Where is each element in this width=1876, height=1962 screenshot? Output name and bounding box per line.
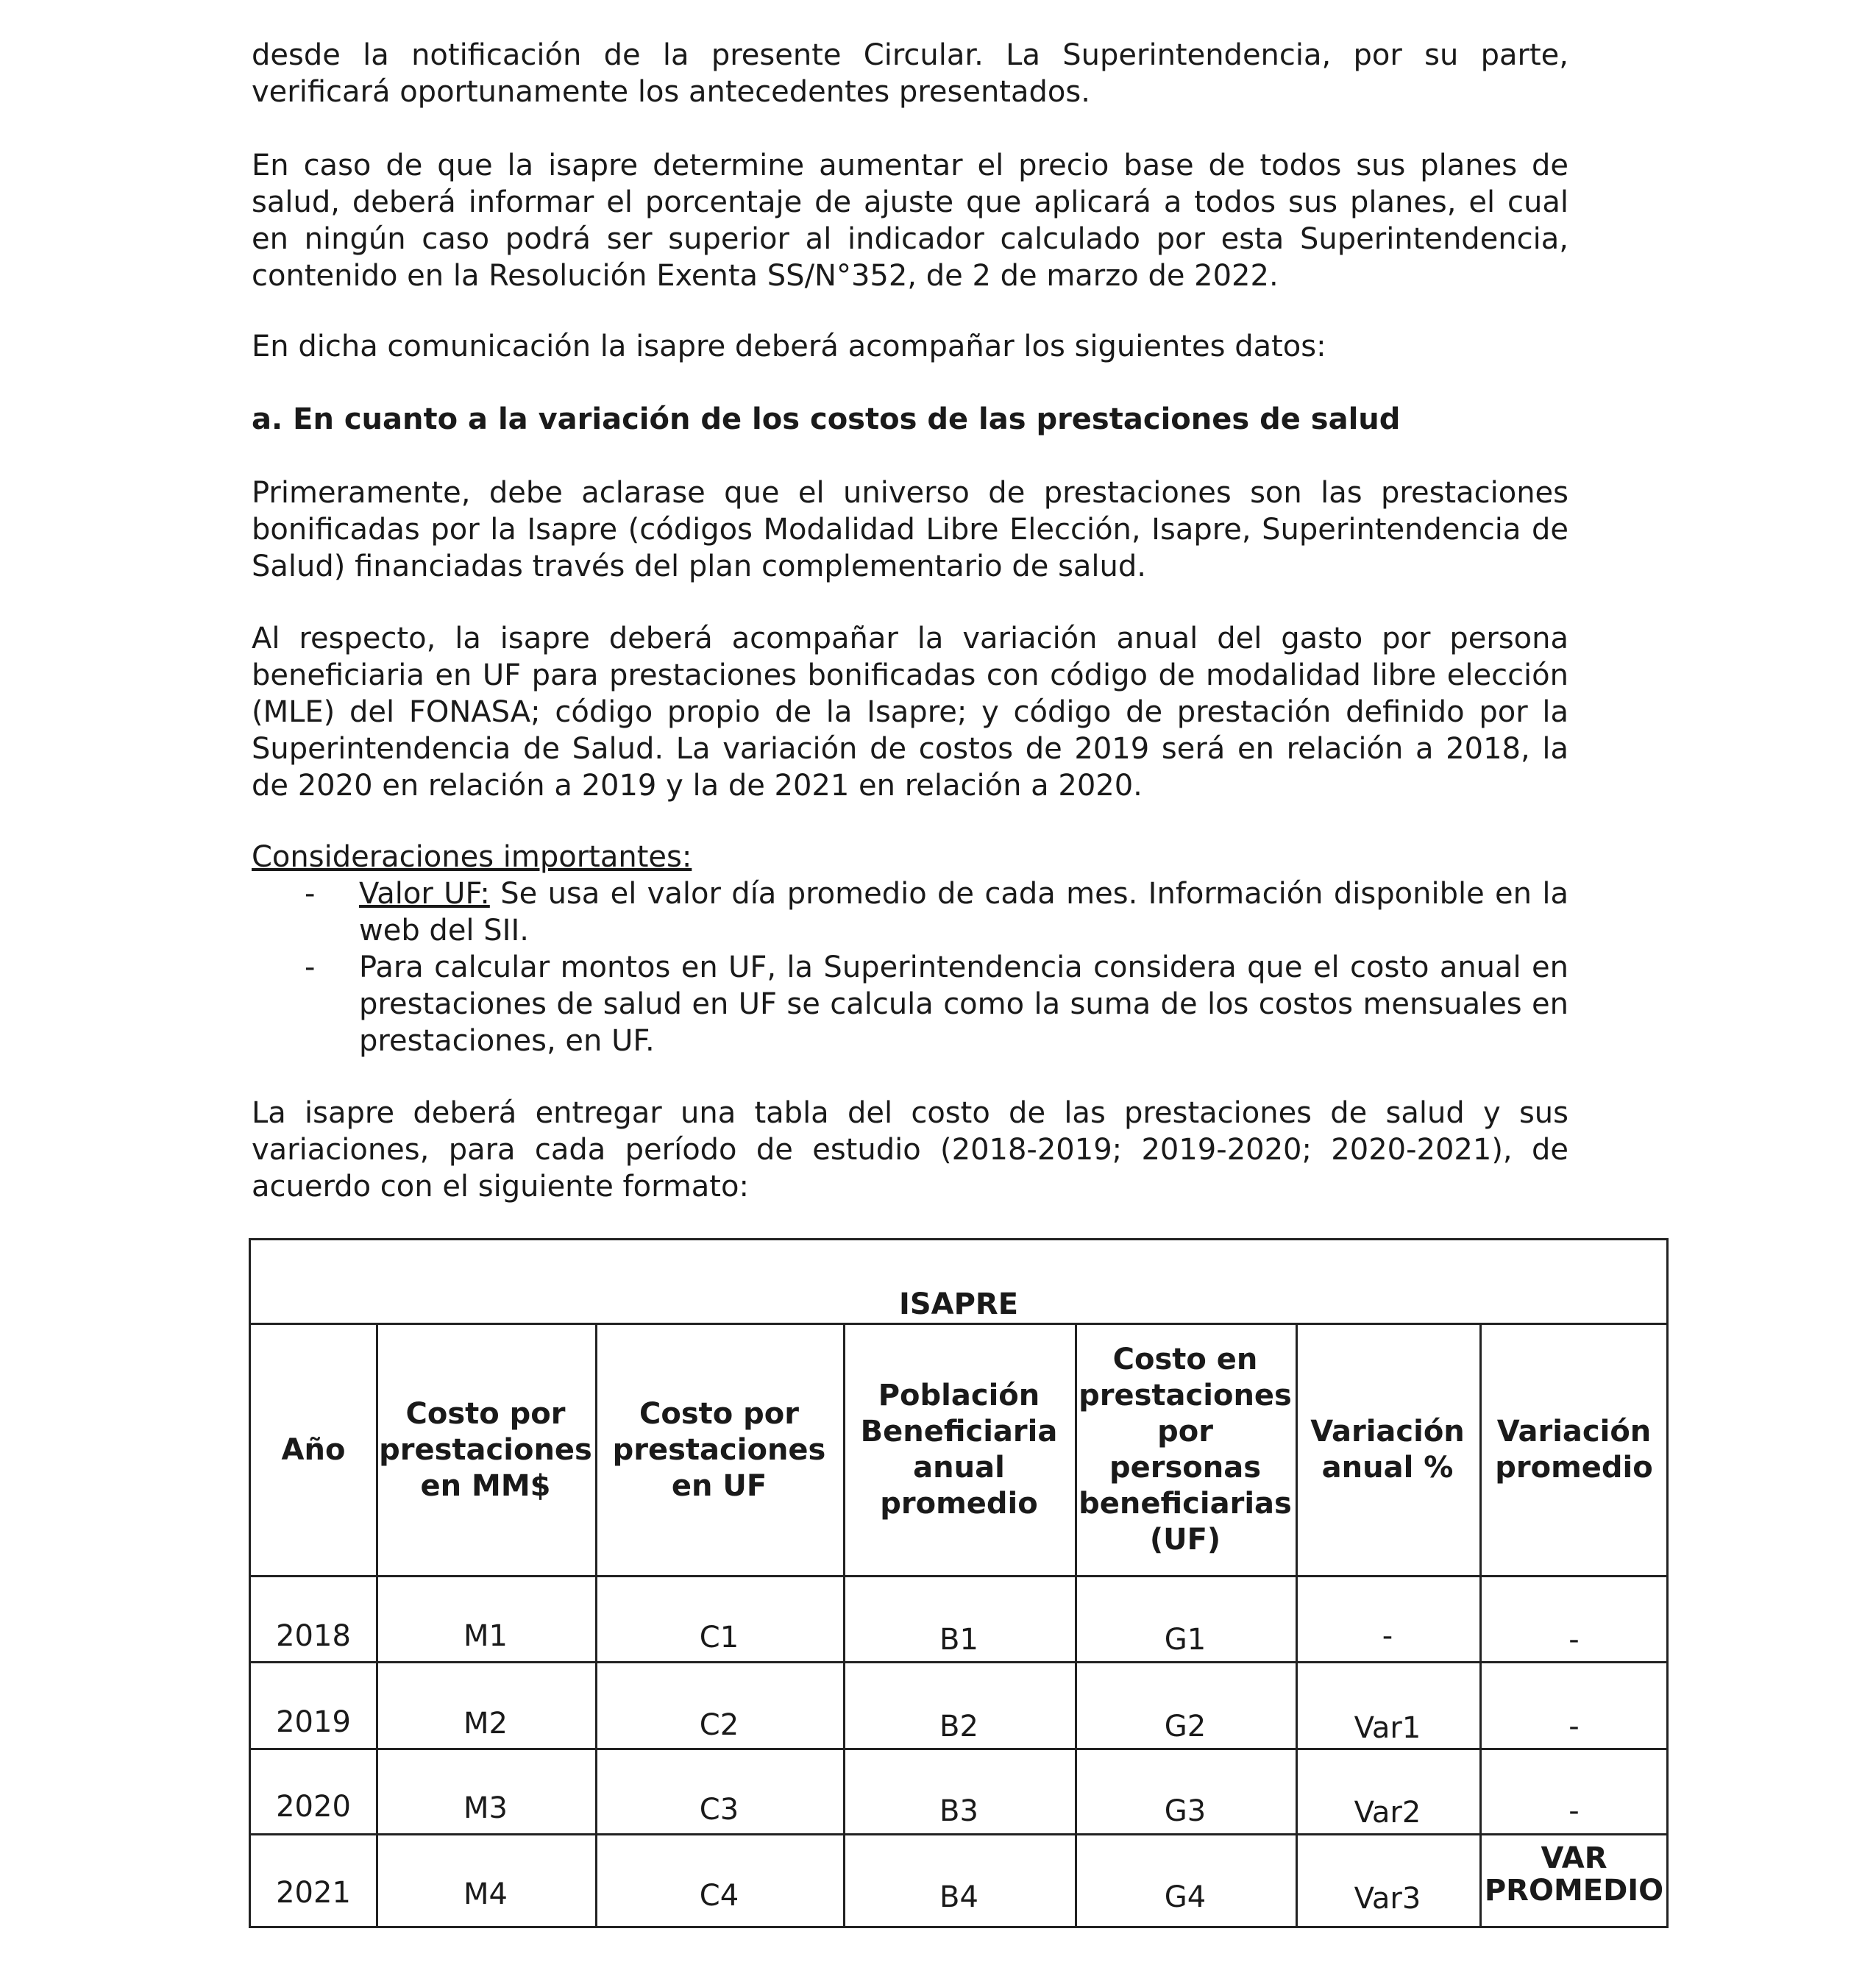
table-cell: C1: [699, 1621, 739, 1654]
paragraph-price-adjustment: En caso de que la isapre determine aumentar el precio base de todos sus planes de salud, deberá informar el porcentaje de ajuste que aplicará a todos sus planes, el cual en ningún caso podrá ser superior al indicador calculado por esta Superintendencia, contenido en la Resolución Exenta SS/N°352, de 2 de marzo de 2022.: [252, 149, 1568, 293]
column-header-annual-variation: Variación anual %: [1310, 1415, 1465, 1485]
table-cell: -: [1568, 1710, 1580, 1744]
table-cell: -: [1568, 1623, 1580, 1657]
table-cell: B3: [939, 1794, 978, 1828]
table-cell: B1: [939, 1623, 978, 1657]
column-header-year: Año: [281, 1432, 346, 1467]
table-cell: M4: [463, 1877, 508, 1911]
table-cell: 2018: [276, 1619, 351, 1653]
paragraph-intro: desde la notificación de la presente Circular. La Superintendencia, por su parte, verificará oportunamente los antecedentes presentados.: [252, 38, 1568, 109]
column-header-cost-mm: Costo por prestaciones en MM$: [379, 1396, 592, 1503]
bullet-label-uf: Valor UF:: [359, 877, 490, 911]
table-caption: [251, 1240, 1666, 1325]
isapre-table: [249, 1238, 1669, 1928]
table-cell: M3: [463, 1791, 508, 1825]
table-divider: [251, 1833, 1666, 1835]
paragraph-communication: En dicha comunicación la isapre deberá acompañar los siguientes datos:: [252, 330, 1326, 363]
table-divider: [251, 1661, 1666, 1663]
paragraph-table-intro: La isapre deberá entregar una tabla del costo de las prestaciones de salud y sus variaciones, para cada período de estudio (2018-2019; 2019-2020; 2020-2021), de acuerdo con el siguiente formato:: [252, 1096, 1568, 1204]
table-cell: Var2: [1354, 1796, 1421, 1830]
column-header-cost-per-person: Costo en prestaciones por personas beneficiarias (UF): [1079, 1343, 1292, 1557]
table-cell-var-promedio: VAR PROMEDIO: [1484, 1841, 1664, 1908]
table-divider: [251, 1575, 1666, 1577]
table-cell: -: [1568, 1794, 1580, 1828]
paragraph-universe: Primeramente, debe aclarase que el universo de prestaciones son las prestaciones bonificadas por la Isapre (códigos Modalidad Libre Elección, Isapre, Superintendencia de Salud) financiadas través del plan complementario de salud.: [252, 476, 1568, 583]
table-cell: C3: [699, 1793, 739, 1827]
bullet-text-uf: Se usa el valor día promedio de cada mes. Información disponible en la web del SII.: [359, 877, 1569, 948]
list-item: [252, 949, 1568, 1059]
table-caption-text: ISAPRE: [898, 1287, 1019, 1321]
bullet-dash: -: [305, 950, 316, 984]
column-header-cost-uf: Costo por prestaciones en UF: [612, 1396, 826, 1503]
table-cell: G4: [1164, 1880, 1207, 1914]
table-cell: G1: [1164, 1623, 1207, 1657]
bullet-dash: -: [305, 877, 316, 911]
table-cell: 2021: [276, 1876, 351, 1910]
table-cell: B2: [939, 1710, 978, 1744]
considerations-list: [252, 875, 1568, 1059]
table-cell: G2: [1164, 1710, 1207, 1744]
considerations-title: Consideraciones importantes:: [252, 840, 692, 874]
table-cell: Var3: [1354, 1882, 1421, 1916]
table-cell: M2: [463, 1707, 508, 1741]
section-heading-a: a. En cuanto a la variación de los costos de las prestaciones de salud: [252, 402, 1401, 436]
column-header-population: Población Beneficiaria anual promedio: [860, 1379, 1058, 1521]
table-cell: M1: [463, 1619, 508, 1653]
column-header-average-variation: Variación promedio: [1495, 1415, 1653, 1485]
table-cell: B4: [939, 1880, 978, 1914]
paragraph-variation: Al respecto, la isapre deberá acompañar la variación anual del gasto por persona beneficiaria en UF para prestaciones bonificadas con código de modalidad libre elección (MLE) del FONASA; código propio de la Isapre; y código de prestación definido por la Superintendencia de Salud. La variación de costos de 2019 será en relación a 2018, la de 2020 en relación a 2019 y la de 2021 en relación a 2020.: [252, 622, 1568, 803]
bullet-text-calc: Para calcular montos en UF, la Superintendencia considera que el costo anual en prestaciones de salud en UF se calcula como la suma de los costos mensuales en prestaciones, en UF.: [359, 950, 1568, 1058]
table-cell: C4: [699, 1879, 739, 1913]
table-cell: C2: [699, 1708, 739, 1742]
table-cell: 2020: [276, 1790, 351, 1824]
list-item: [252, 875, 1568, 949]
table-cell: G3: [1164, 1794, 1207, 1828]
table-divider: [251, 1748, 1666, 1750]
table-cell: -: [1382, 1619, 1393, 1653]
table-cell: 2019: [276, 1705, 351, 1739]
table-cell: Var1: [1354, 1711, 1421, 1745]
